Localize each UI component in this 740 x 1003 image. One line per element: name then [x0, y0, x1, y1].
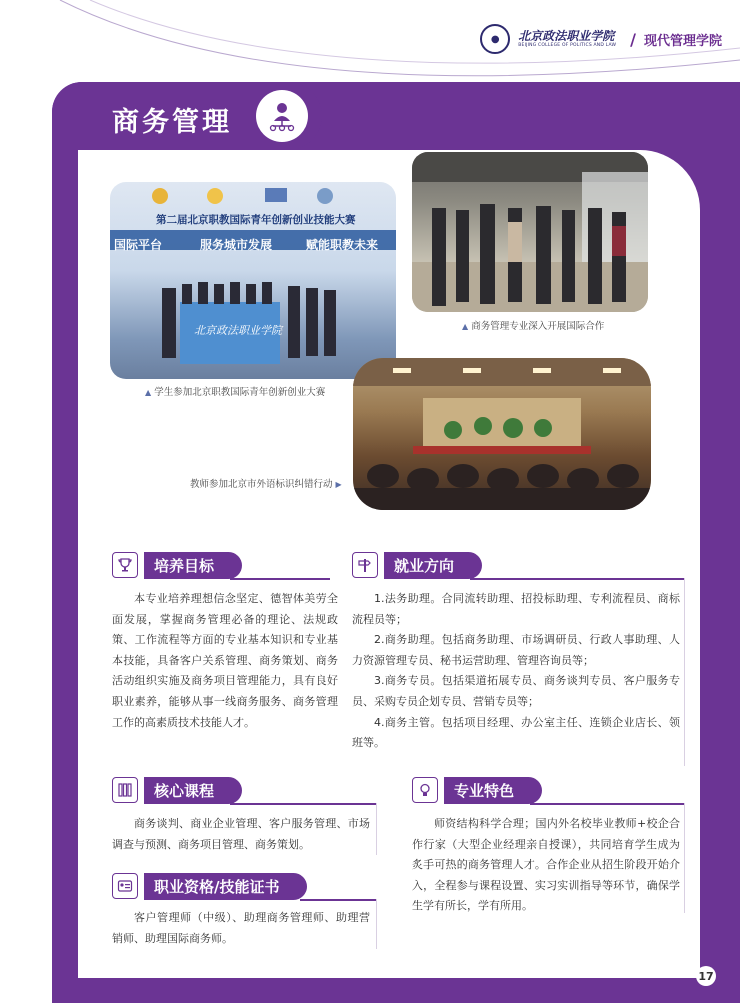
photo1-slogan-3: 赋能职教未来 — [306, 238, 379, 252]
employment-item: 3.商务专员。包括渠道拓展专员、商务谈判专员、客户服务专员、采购专员企划专员、营销专员等； — [352, 674, 680, 708]
photo2-caption-row — [462, 318, 604, 332]
section-features-border — [684, 803, 685, 913]
section-courses-underline — [230, 803, 376, 805]
section-goal-header — [112, 551, 242, 579]
lightbulb-icon — [412, 777, 438, 803]
employment-item: 1.法务助理。合同流转助理、招投标助理、专利流程员、商标流程员等； — [352, 592, 680, 626]
books-icon — [112, 777, 138, 803]
employment-item: 2.商务助理。包括商务助理、市场调研员、行政人事助理、人力资源管理专员、秘书运营助理、管理咨询员等； — [352, 633, 680, 667]
section-goal-title: 培养目标 — [144, 552, 242, 579]
section-employment-title: 就业方向 — [384, 552, 482, 579]
section-certificates-header — [112, 872, 307, 900]
section-features-header — [412, 776, 542, 804]
section-employment-header — [352, 551, 482, 579]
people-network-icon — [256, 90, 308, 142]
photo-international-cooperation — [412, 152, 648, 312]
section-courses-text: 商务谈判、商业企业管理、客户服务管理、市场调查与预测、商务项目管理、商务策划。 — [112, 817, 370, 851]
id-card-icon — [112, 873, 138, 899]
section-features-text: 师资结构科学合理；国内外名校毕业教师+校企合作行家（大型企业经理亲自授课），共同培育学生成为炙手可热的商务管理人才。合作企业从招生阶段开始介入，全程参与课程设置、实习实训指导等环节，确保学生学有所长，学有所用。 — [412, 817, 680, 913]
section-goal-underline — [230, 578, 330, 580]
section-courses-border — [376, 803, 377, 855]
signpost-icon — [352, 552, 378, 578]
section-features-underline — [530, 803, 684, 805]
section-employment-border — [684, 578, 685, 766]
photo-competition — [110, 182, 396, 379]
section-certificates-text: 客户管理师（中级）、助理商务管理师、助理营销师、助理国际商务师。 — [112, 911, 370, 945]
section-features-title: 专业特色 — [444, 777, 542, 804]
photo1-caption: 学生参加北京职教国际青年创新创业大赛 — [154, 387, 326, 398]
school-name-cn: 北京政法职业学院 — [518, 29, 615, 43]
section-courses-header — [112, 776, 242, 804]
photo3-caption: 教师参加北京市外语标识纠错行动 — [190, 479, 333, 490]
triangle-right-icon: ▶ — [335, 480, 342, 489]
section-employment-underline — [470, 578, 684, 580]
photo1-flag-text: 北京政法职业学院 — [194, 324, 282, 337]
photo3-caption-row — [190, 476, 342, 490]
triangle-up-icon: ▲ — [145, 388, 152, 397]
college-name: 现代管理学院 — [643, 33, 722, 49]
page-number: 17 — [696, 966, 716, 986]
photo2-caption: 商务管理专业深入开展国际合作 — [471, 321, 605, 332]
photo-teacher-conference — [353, 358, 651, 510]
section-certificates-border — [376, 899, 377, 949]
trophy-icon — [112, 552, 138, 578]
school-seal-icon: ● — [480, 24, 510, 54]
photo1-slogan-1: 国际平台 — [114, 238, 163, 252]
employment-item: 4.商务主管。包括项目经理、办公室主任、连锁企业店长、领班等。 — [352, 715, 680, 750]
header-logo — [480, 24, 722, 54]
section-goal-text: 本专业培养理想信念坚定、德智体美劳全面发展，掌握商务管理必备的理论、法规政策、工作流程等方面的专业基本知识和专业基本技能，具备客户关系管理、商务策划、商务活动组织实施及商务项目管理能力，具有良好职业素养，能够从事一线商务服务、商务管理工作的高素质技术技能人才。 — [112, 592, 338, 729]
section-certificates-underline — [300, 899, 376, 901]
triangle-up-icon: ▲ — [462, 322, 469, 331]
photo1-banner-title: 第二届北京职教国际青年创新创业技能大赛 — [156, 214, 356, 226]
page-title: 商务管理 — [112, 107, 232, 138]
photo1-slogan-2: 服务城市发展 — [200, 238, 273, 252]
photo1-caption-row — [145, 384, 325, 398]
section-employment-list — [352, 589, 680, 754]
section-courses-title: 核心课程 — [144, 777, 242, 804]
school-name-en: BEIJING COLLEGE OF POLITICS AND LAW — [518, 43, 617, 48]
header-slash: / — [630, 29, 636, 49]
section-certificates-title: 职业资格/技能证书 — [144, 873, 307, 900]
